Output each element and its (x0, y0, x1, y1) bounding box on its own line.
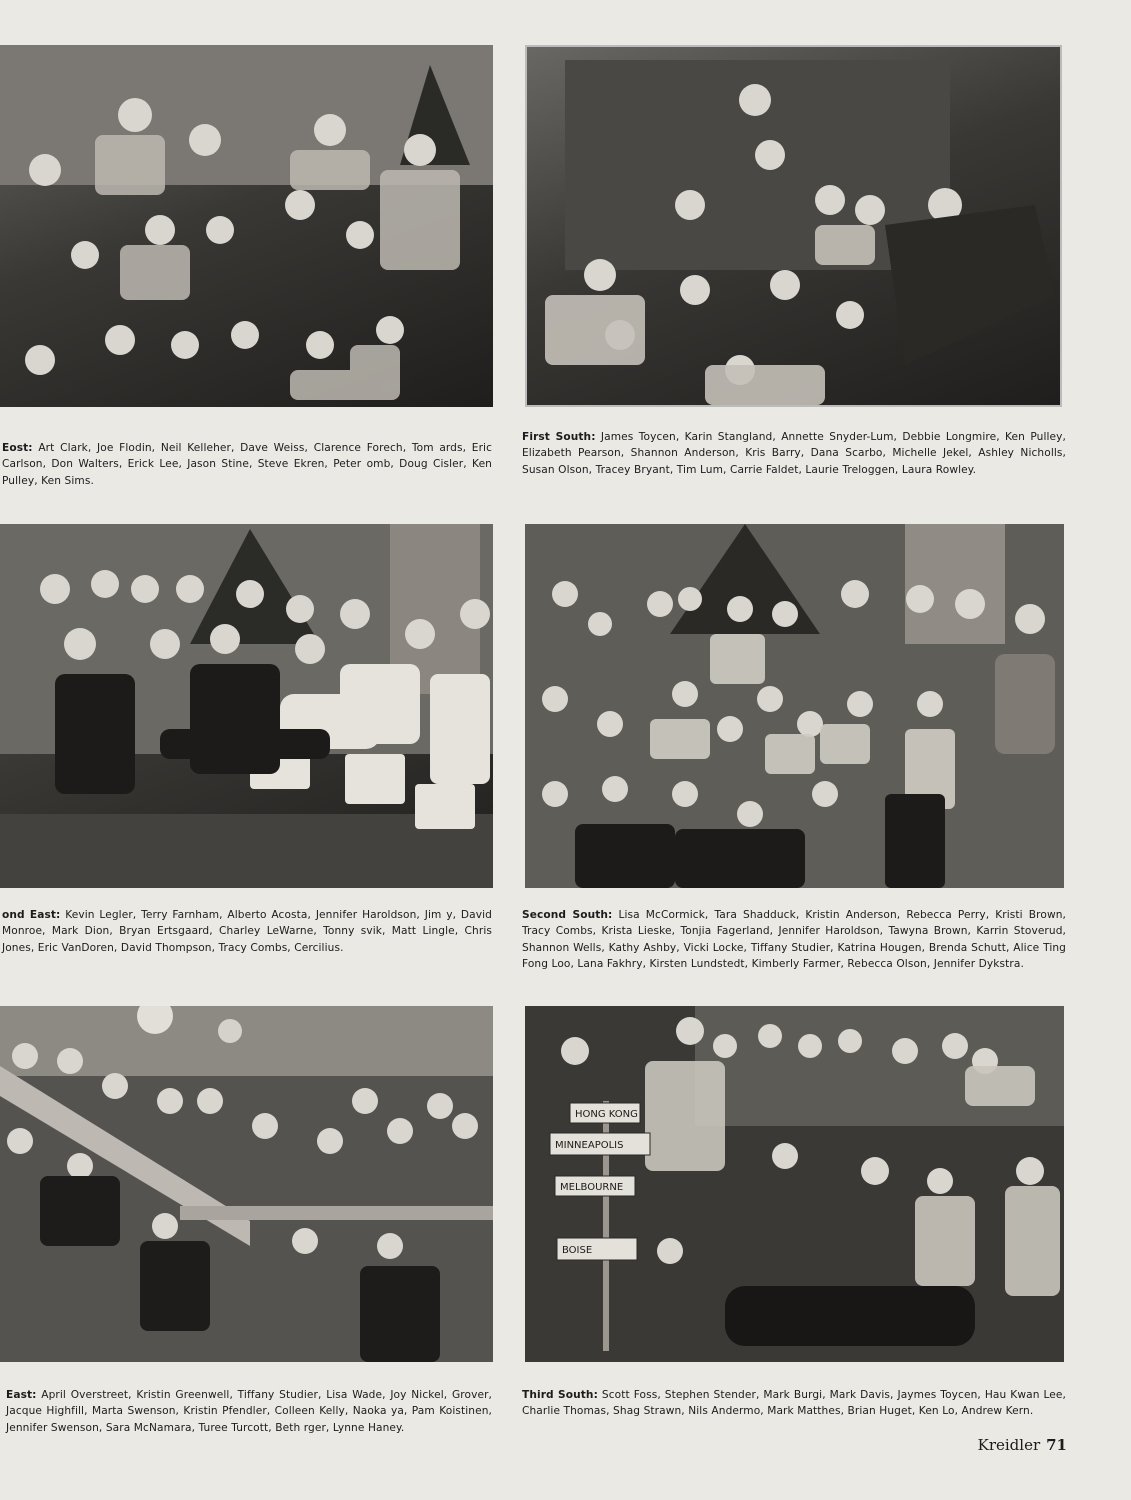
caption-first-east (2, 440, 492, 489)
signpost (525, 1006, 1064, 1362)
caption-label: Third South: (522, 1389, 598, 1401)
sign-minneapolis: MINNEAPOLIS (555, 1140, 624, 1151)
caption-first-south (522, 429, 1066, 478)
photo-third-south (525, 1006, 1064, 1362)
caption-second-south (522, 907, 1066, 973)
caption-label: ond East: (2, 909, 61, 921)
sign-hong-kong: HONG KONG (575, 1109, 638, 1120)
photo-second-east (0, 524, 493, 888)
page-footer (978, 1436, 1067, 1454)
sign-boise: BOISE (562, 1245, 593, 1256)
caption-second-east (2, 907, 492, 956)
caption-third-south (522, 1387, 1066, 1420)
page-number: 71 (1046, 1436, 1067, 1454)
caption-third-east (6, 1387, 492, 1436)
caption-label: First South: (522, 431, 596, 443)
photo-second-south (525, 524, 1064, 888)
sign-melbourne: MELBOURNE (560, 1182, 624, 1193)
caption-names: Art Clark, Joe Flodin, Neil Kelleher, Dave Weiss, Clarence Forech, Tom ards, Eric Carlson, Don Walters, Erick Lee, Jason Stine, Steve Ekren, Peter omb, Doug Cisler, Ken Pulley, Ken Sims. (2, 442, 492, 487)
caption-label: Second South: (522, 909, 613, 921)
caption-names: James Toycen, Karin Stangland, Annette Snyder-Lum, Debbie Longmire, Ken Pulley, Elizabeth Pearson, Shannon Anderson, Kris Barry, Dana Scarbo, Michelle Jekel, Ashley Nicholls, Susan Olson, Tracey Bryant, Tim Lum, Carrie Faldet, Laurie Treloggen, Laura Rowley. (522, 431, 1066, 476)
caption-names: Kevin Legler, Terry Farnham, Alberto Acosta, Jennifer Haroldson, Jim y, David Monroe, Mark Dion, Bryan Ertsgaard, Charley LeWarne, Tonny svik, Matt Lingle, Chris Jones, Eric VanDoren, David Thompson, Tracy Combs, Cercilius. (2, 909, 492, 954)
caption-label: Eost: (2, 442, 33, 454)
caption-names: Lisa McCormick, Tara Shadduck, Kristin Anderson, Rebecca Perry, Kristi Brown, Tracy Combs, Krista Lieske, Tonjia Fagerland, Jennifer Haroldson, Tawyna Brown, Karrin Stoverud, Shannon Wells, Kathy Ashby, Vicki Locke, Tiffany Studier, Katrina Hougen, Brenda Schutt, Alice Ting Fong Loo, Lana Fakhry, Kirsten Lundstedt, Kimberly Farmer, Rebecca Olson, Jennifer Dykstra. (522, 909, 1067, 971)
photo-third-east (0, 1006, 493, 1362)
section-name: Kreidler (977, 1436, 1041, 1454)
caption-names: Scott Foss, Stephen Stender, Mark Burgi, Mark Davis, Jaymes Toycen, Hau Kwan Lee, Charlie Thomas, Shag Strawn, Nils Andermo, Mark Matthes, Brian Huget, Ken Lo, Andrew Kern. (522, 1389, 1067, 1418)
caption-label: East: (6, 1389, 37, 1401)
photo-first-east (0, 45, 493, 407)
caption-names: April Overstreet, Kristin Greenwell, Tiffany Studier, Lisa Wade, Joy Nickel, Grover, Jacque Highfill, Marta Swenson, Kristin Pfendler, Colleen Kelly, Naoka ya, Pam Koistinen, Jennifer Swenson, Sara McNamara, Turee Turcott, Beth rger, Lynne Haney. (6, 1389, 493, 1434)
photo-first-south (525, 45, 1062, 407)
